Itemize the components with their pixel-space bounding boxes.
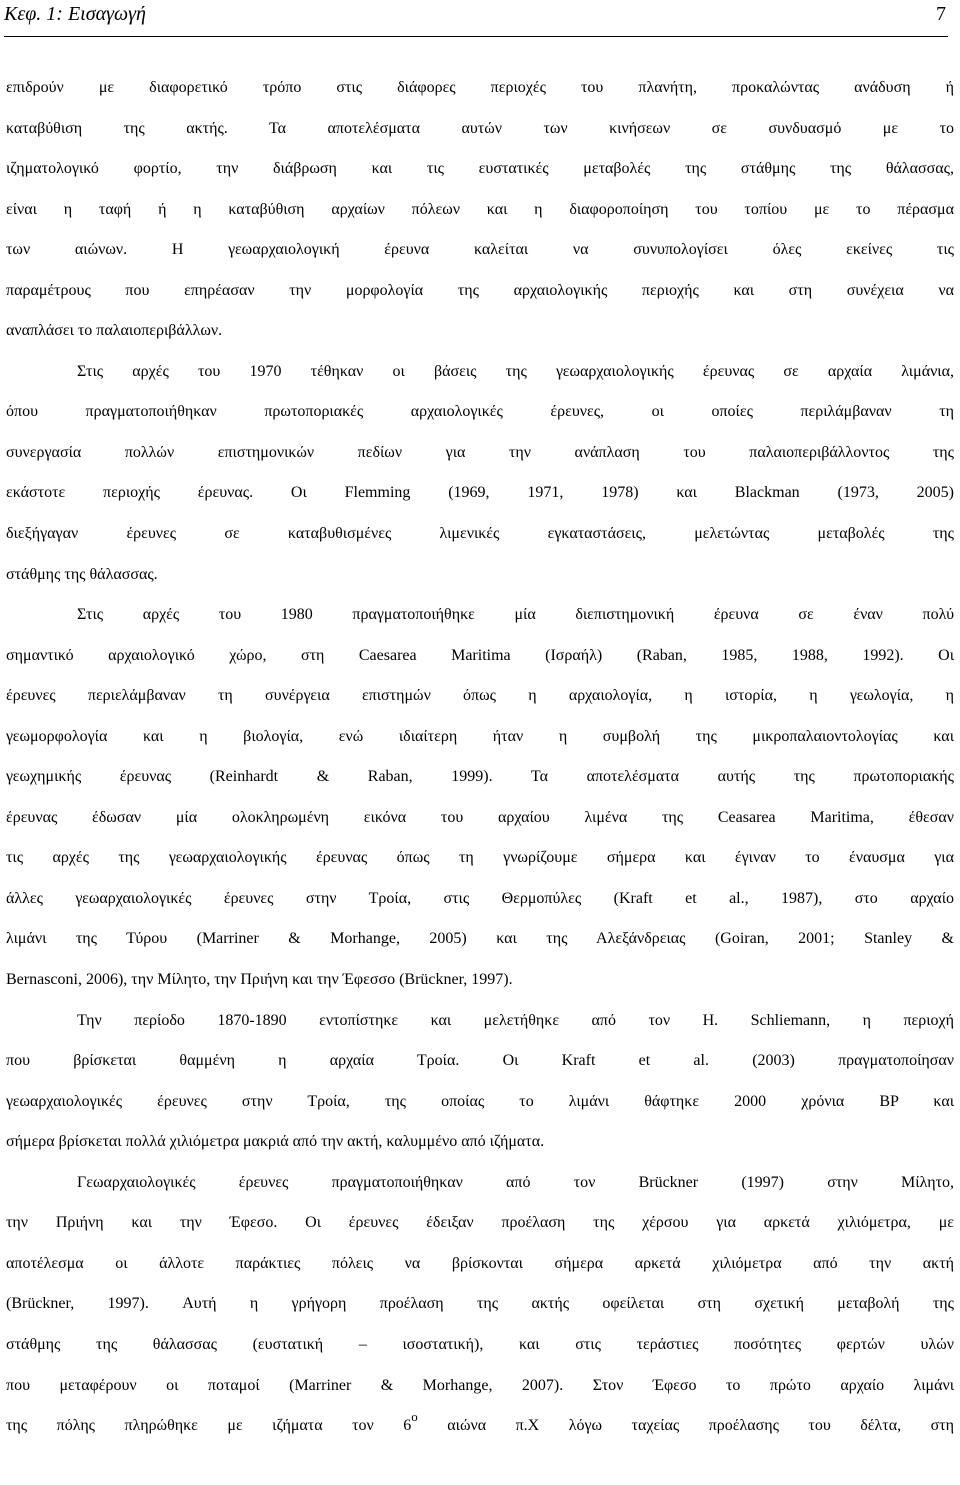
page-number: 7 xyxy=(936,3,946,25)
text-fragment: αιώνα π.Χ λόγω ταχείας προέλασης του δέλτα, στη xyxy=(417,1417,955,1435)
text-line: την Πριήνη και την Έφεσο. Οι έρευνες έδειξαν προέλαση της χέρσου για αρκετά χιλιόμετρα, με xyxy=(6,1214,954,1232)
text-line: στάθμης της θάλασσας (ευστατική – ισοστατική), και στις τεράστιες ποσότητες φερτών υλών xyxy=(6,1335,954,1353)
text-line: γεωχημικής έρευνας (Reinhardt & Raban, 1999). Τα αποτελέσματα αυτής της πρωτοποριακής xyxy=(6,768,954,786)
text-line: Στις αρχές του 1980 πραγματοποιήθηκε μία διεπιστημονική έρευνα σε έναν πολύ xyxy=(77,606,954,624)
text-line: που βρίσκεται θαμμένη η αρχαία Τροία. Οι Kraft et al. (2003) πραγματοποίησαν xyxy=(6,1052,954,1070)
text-line: επιδρούν με διαφορετικό τρόπο στις διάφορες περιοχές του πλανήτη, προκαλώντας ανάδυση ή xyxy=(6,79,954,96)
text-line: παραμέτρους που επηρέασαν την μορφολογία της αρχαιολογικής περιοχής και στη συνέχεια να xyxy=(6,281,954,299)
text-fragment: της πόλης πληρώθηκε με ιζήματα τον 6 xyxy=(6,1417,412,1435)
text-line: που μεταφέρουν οι ποταμοί (Marriner & Morhange, 2007). Στον Έφεσο το πρώτο αρχαίο λιμάνι xyxy=(6,1376,954,1394)
text-line: στάθμης της θάλασσας. xyxy=(6,565,158,583)
text-line: όπου πραγματοποιήθηκαν πρωτοποριακές αρχαιολογικές έρευνες, οι οποίες περιλάμβαναν τη xyxy=(6,403,954,421)
text-line: τις αρχές της γεωαρχαιολογικής έρευνας όπως τη γνωρίζουμε σήμερα και έγιναν το έναυσμα για xyxy=(6,849,954,867)
text-line: έρευνες περιελάμβαναν τη συνέργεια επιστημών όπως η αρχαιολογία, η ιστορία, η γεωλογία, η xyxy=(6,687,954,705)
text-line: Γεωαρχαιολογικές έρευνες πραγματοποιήθηκαν από τον Brückner (1997) στην Μίλητο, xyxy=(77,1173,954,1191)
text-line: Την περίοδο 1870-1890 εντοπίστηκε και μελετήθηκε από τον H. Schliemann, η περιοχή xyxy=(77,1011,954,1029)
text-line: αποτέλεσμα οι άλλοτε παράκτιες πόλεις να βρίσκονται σήμερα αρκετά χιλιόμετρα από την ακτή xyxy=(6,1254,954,1272)
text-line: λιμάνι της Τύρου (Marriner & Morhange, 2005) και της Αλεξάνδρειας (Goiran, 2001; Stanley & xyxy=(6,930,954,948)
text-line: καταβύθιση της ακτής. Τα αποτελέσματα αυτών των κινήσεων σε συνδυασμό με το xyxy=(6,119,954,137)
text-line: Στις αρχές του 1970 τέθηκαν οι βάσεις της γεωαρχαιολογικής έρευνας σε αρχαία λιμάνια, xyxy=(77,362,954,380)
text-line: γεωαρχαιολογικές έρευνες στην Τροία, της οποίας το λιμάνι θάφτηκε 2000 χρόνια BP και xyxy=(6,1092,954,1110)
chapter-title: Κεφ. 1: Εισαγωγή xyxy=(4,3,146,25)
text-line: των αιώνων. Η γεωαρχαιολογική έρευνα καλείται να συνυπολογίσει όλες εκείνες τις xyxy=(6,241,954,259)
text-line: άλλες γεωαρχαιολογικές έρευνες στην Τροία, στις Θερμοπύλες (Kraft et al., 1987), στο αρχαίο xyxy=(6,889,954,907)
text-line: σήμερα βρίσκεται πολλά χιλιόμετρα μακριά από την ακτή, καλυμμένο από ιζήματα. xyxy=(6,1133,545,1151)
text-line: Bernasconi, 2006), την Μίλητο, την Πριήνη και την Έφεσσο (Brückner, 1997). xyxy=(6,971,513,989)
body-text xyxy=(6,68,954,1447)
text-line: γεωμορφολογία και η βιολογία, ενώ ιδιαίτερη ήταν η συμβολή της μικροπαλαιοντολογίας και xyxy=(6,727,954,745)
text-line: αναπλάσει το παλαιοπεριβάλλων. xyxy=(6,322,223,340)
text-line: εκάστοτε περιοχής έρευνας. Οι Flemming (1969, 1971, 1978) και Blackman (1973, 2005) xyxy=(6,484,954,502)
running-header xyxy=(4,2,948,37)
text-line: είναι η ταφή ή η καταβύθιση αρχαίων πόλεων και η διαφοροποίηση του τοπίου με το πέρασμα xyxy=(6,200,954,218)
text-line: έρευνας έδωσαν μία ολοκληρωμένη εικόνα του αρχαίου λιμένα της Ceasarea Maritima, έθεσαν xyxy=(6,808,954,826)
superscript: ο xyxy=(411,1409,418,1425)
text-line: σημαντικό αρχαιολογικό χώρο, στη Caesarea Maritima (Ισραήλ) (Raban, 1985, 1988, 1992). Οι xyxy=(6,646,954,664)
text-line xyxy=(6,1406,954,1447)
text-line: (Brückner, 1997). Αυτή η γρήγορη προέλαση της ακτής οφείλεται στη σχετική μεταβολή της xyxy=(6,1295,954,1313)
text-line: συνεργασία πολλών επιστημονικών πεδίων για την ανάπλαση του παλαιοπεριβάλλοντος της xyxy=(6,443,954,461)
text-line: διεξήγαγαν έρευνες σε καταβυθισμένες λιμενικές εγκαταστάσεις, μελετώντας μεταβολές της xyxy=(6,525,954,543)
text-line: ιζηματολογικό φορτίο, την διάβρωση και τις ευστατικές μεταβολές της στάθμης της θάλασσας, xyxy=(6,160,954,178)
